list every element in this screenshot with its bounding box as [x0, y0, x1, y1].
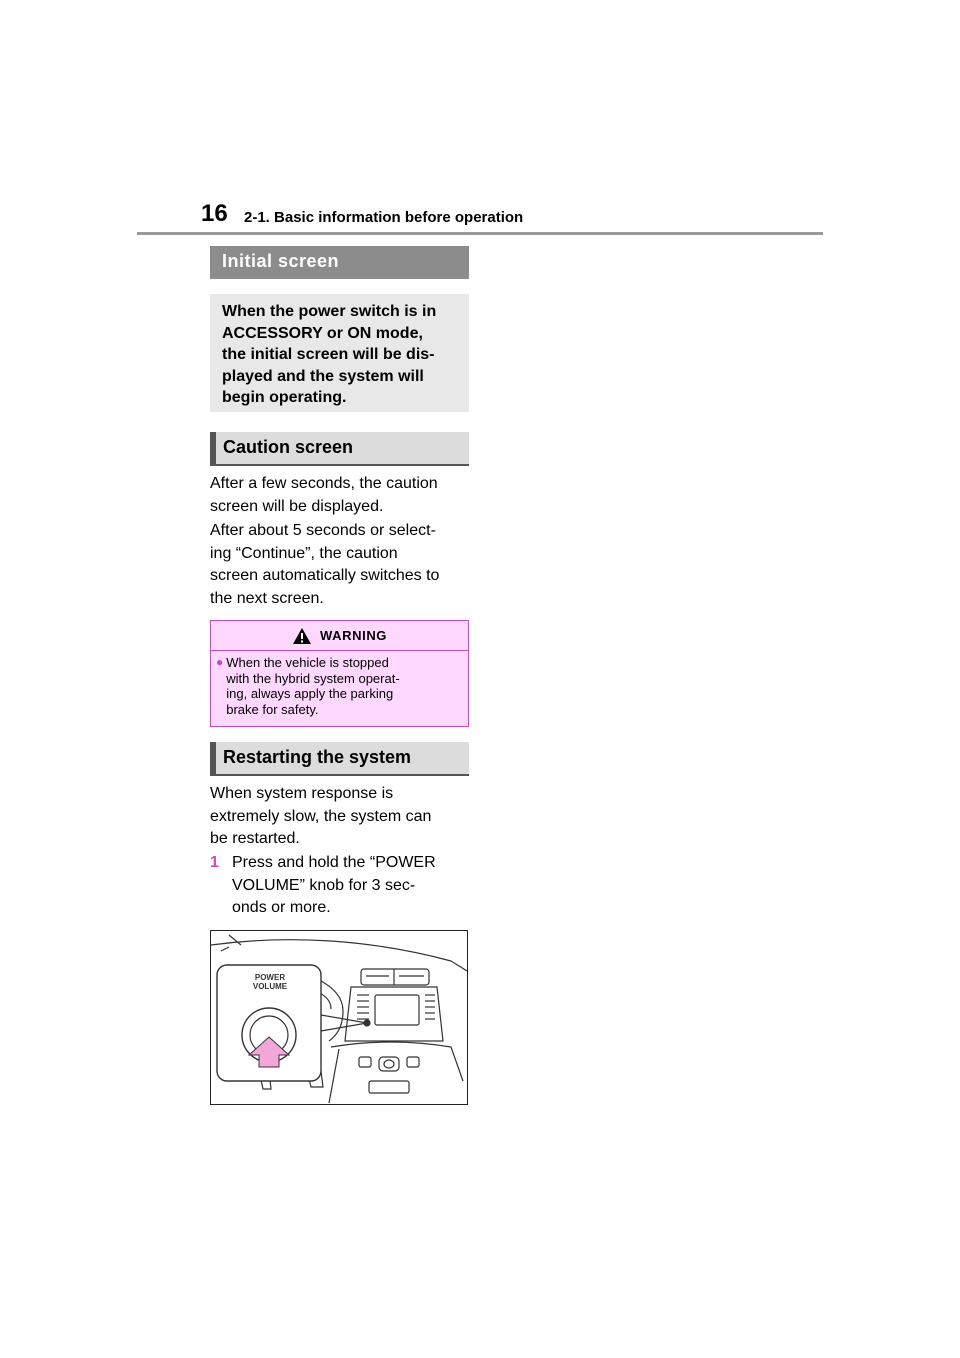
intro-line: When the power switch is in	[222, 303, 437, 320]
text-line: After a few seconds, the caution	[210, 475, 438, 492]
step-number: 1	[210, 854, 219, 871]
warning-triangle-icon	[292, 627, 312, 645]
page-number: 16	[201, 200, 228, 227]
caution-screen-paragraph-2	[210, 520, 472, 610]
warning-line: When the vehicle is stopped	[226, 655, 389, 670]
text-line: When system response is	[210, 785, 394, 802]
caution-screen-heading: Caution screen	[210, 432, 469, 466]
intro-line: played and the system will	[222, 367, 424, 385]
initial-screen-intro	[210, 294, 469, 412]
text-line: screen automatically switches to	[210, 567, 440, 584]
step-line: Press and hold the “POWER	[232, 854, 436, 871]
warning-box	[210, 620, 469, 727]
intro-line: ACCESSORY or ON mode,	[222, 324, 423, 342]
text-line: the next screen.	[210, 589, 324, 607]
text-line: screen will be displayed.	[210, 497, 384, 515]
section-header: 2-1. Basic information before operation	[244, 209, 524, 226]
step-line: onds or more.	[232, 899, 331, 916]
warning-line: ing, always apply the parking	[226, 686, 394, 701]
warning-line: with the hybrid system operat-	[226, 670, 400, 686]
step-line: VOLUME” knob for 3 sec-	[232, 876, 416, 894]
intro-line: the initial screen will be dis-	[222, 346, 435, 363]
dashboard-illustration	[210, 930, 468, 1105]
text-line: be restarted.	[210, 830, 300, 847]
callout-label-line: POWER	[254, 973, 286, 982]
initial-screen-heading: Initial screen	[210, 246, 469, 279]
warning-title: WARNING	[319, 628, 388, 643]
bullet-icon: ●	[216, 655, 224, 669]
header-rule	[137, 232, 823, 235]
warning-line: brake for safety.	[226, 701, 319, 717]
restart-step	[210, 852, 472, 920]
text-line: ing “Continue”, the caution	[210, 544, 398, 562]
warning-title-row	[211, 621, 468, 651]
warning-body	[211, 651, 468, 717]
caution-screen-paragraph-1	[210, 473, 472, 518]
dashboard-drawing	[211, 931, 467, 1104]
text-line: extremely slow, the system can	[210, 807, 432, 825]
callout-label-line: VOLUME	[252, 982, 288, 991]
text-line: After about 5 seconds or select-	[210, 522, 436, 539]
restarting-intro	[210, 783, 472, 851]
callout-label	[241, 973, 299, 991]
step-text	[232, 852, 436, 920]
warning-text	[226, 655, 399, 717]
restarting-heading: Restarting the system	[210, 742, 469, 776]
intro-line: begin operating.	[222, 389, 347, 406]
